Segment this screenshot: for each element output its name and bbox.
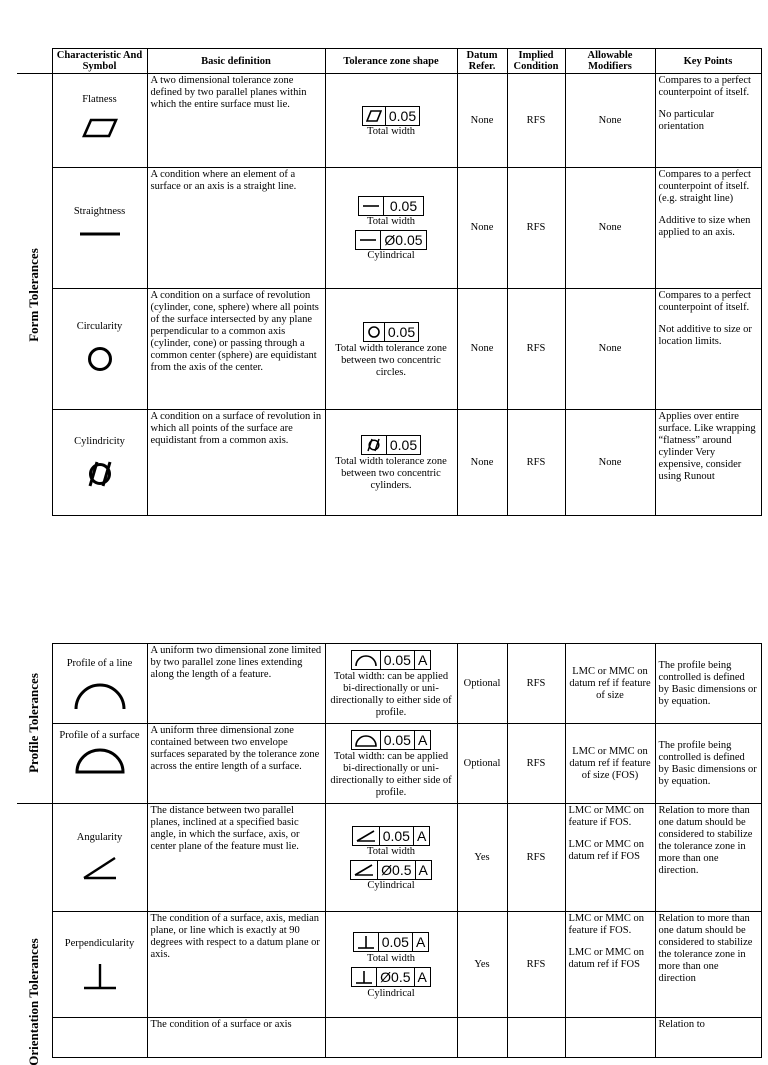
cylindricity-icon <box>80 460 120 488</box>
datum-cylindricity: None <box>457 410 507 516</box>
form-tolerances-table <box>17 48 762 516</box>
feature-control-frame-cylindrical <box>350 860 432 880</box>
condition-perpendicularity: RFS <box>507 912 565 1018</box>
modifiers-cylindricity: None <box>565 410 655 516</box>
group-orientation <box>17 804 52 1065</box>
characteristic-cylindricity <box>52 410 147 516</box>
zone-caption: Total width: can be applied bi-directionally or uni-directionally to either side of profile. <box>330 671 452 718</box>
condition-circularity: RFS <box>507 289 565 410</box>
group-label-profile: Profile Tolerances <box>26 673 42 774</box>
zone-caption: Total width <box>367 216 415 227</box>
definition-cylindricity: A condition on a surface of revolution in which all points of the surface are equidistant from a common axis. <box>147 410 325 516</box>
key-points-profile-line: The profile being controlled is defined by Basic dimensions or by equation. <box>655 644 761 724</box>
fcf-datum: A <box>417 652 428 668</box>
datum-profile-line: Optional <box>457 644 507 724</box>
group-profile <box>17 644 52 804</box>
datum-flatness: None <box>457 74 507 168</box>
profile-line-icon <box>352 651 381 669</box>
modifiers-angularity <box>565 804 655 912</box>
feature-control-frame <box>351 650 432 670</box>
feature-control-frame <box>358 196 424 216</box>
key-point: Additive to size when applied to an axis. <box>658 215 751 238</box>
key-point: No particular orientation <box>658 109 715 132</box>
datum-circularity: None <box>457 289 507 410</box>
key-points-profile-surface: The profile being controlled is defined by Basic dimensions or by equation. <box>655 724 761 804</box>
flatness-icon <box>363 107 386 125</box>
feature-control-frame <box>351 730 432 750</box>
modifiers-flatness: None <box>565 74 655 168</box>
fcf-tolerance-value: 0.05 <box>389 198 418 214</box>
table-row-profile-line <box>17 644 761 724</box>
circularity-icon <box>364 323 385 341</box>
group-form <box>17 74 52 516</box>
feature-control-frame <box>352 826 431 846</box>
fcf-tolerance-value: 0.05 <box>379 933 413 951</box>
characteristic-name: Flatness <box>82 94 117 105</box>
feature-control-frame <box>362 106 420 126</box>
condition-profile-surface: RFS <box>507 724 565 804</box>
characteristic-name: Profile of a surface <box>59 730 140 741</box>
characteristic-name: Profile of a line <box>66 658 133 669</box>
fcf-tolerance-value: Ø0.5 <box>377 968 414 986</box>
zone-caption: Total width <box>367 845 415 857</box>
zone-caption: Total width tolerance zone between two concentric cylinders. <box>335 456 447 491</box>
fcf-tolerance-value: Ø0.5 <box>378 861 415 879</box>
key-point: (e.g. straight line) <box>658 193 734 204</box>
straightness-icon <box>356 231 381 249</box>
zone-caption: Cylindrical <box>367 250 415 261</box>
modifiers-profile-surface: LMC or MMC on datum ref if feature of size (FOS) <box>565 724 655 804</box>
definition-perpendicularity: The condition of a surface, axis, median plane, or line which is exactly at 90 degrees with respect to a datum plane or axis. <box>147 912 325 1018</box>
zone-circularity <box>325 289 457 410</box>
zone-caption: Total width <box>367 125 415 137</box>
characteristic-straightness <box>52 168 147 289</box>
characteristic-angularity <box>52 804 147 912</box>
key-points-perpendicularity: Relation to more than one datum should be considered to stabilize the tolerance zone in more than one direction <box>655 912 761 1018</box>
key-points-flatness <box>655 74 761 168</box>
header-characteristic: Characteristic And Symbol <box>52 49 147 74</box>
zone-caption: Total width tolerance zone between two concentric circles. <box>335 342 447 378</box>
condition-cylindricity: RFS <box>507 410 565 516</box>
straightness-icon <box>359 197 384 215</box>
profile-orientation-table <box>17 643 762 1065</box>
profile-line-icon <box>73 682 127 710</box>
header-modifiers: Allowable Modifiers <box>565 49 655 74</box>
key-points-straightness <box>655 168 761 289</box>
table-row-flatness <box>17 74 761 168</box>
header-key-points: Key Points <box>655 49 761 74</box>
key-points-circularity <box>655 289 761 410</box>
header-definition: Basic definition <box>147 49 325 74</box>
header-datum: Datum Refer. <box>457 49 507 74</box>
characteristic-name: Perpendicularity <box>64 938 135 949</box>
zone-cylindricity <box>325 410 457 516</box>
angularity-icon <box>82 856 118 880</box>
modifier-text: LMC or MMC on feature if FOS. <box>568 913 645 936</box>
definition-profile-line: A uniform two dimensional zone limited by two parallel zone lines extending along the length of a feature. <box>147 644 325 724</box>
table-row-perpendicularity <box>17 912 761 1018</box>
key-points-parallelism: Relation to <box>655 1018 761 1058</box>
zone-caption: Cylindrical <box>367 879 415 891</box>
fcf-tolerance-value: Ø0.05 <box>384 232 423 248</box>
zone-perpendicularity <box>325 912 457 1018</box>
zone-profile-surface <box>325 724 457 804</box>
fcf-datum: A <box>417 732 428 748</box>
definition-profile-surface: A uniform three dimensional zone contained between two envelope surfaces separated by the tolerance zone across the entire length of a surface. <box>147 724 325 804</box>
fcf-tolerance-value: 0.05 <box>388 107 417 124</box>
table-row-circularity <box>17 289 761 410</box>
perpendicularity-icon <box>82 962 118 990</box>
key-points-cylindricity: Applies over entire surface. Like wrapping “flatness” around cylinder Very expensive, consider using Runout <box>655 410 761 516</box>
modifier-text: LMC or MMC on datum ref if FOS <box>568 947 645 970</box>
header-zone-shape: Tolerance zone shape <box>325 49 457 74</box>
feature-control-frame-cylindrical <box>355 230 426 250</box>
table-row-straightness <box>17 168 761 289</box>
fcf-datum: A <box>417 968 427 985</box>
zone-flatness <box>325 74 457 168</box>
definition-straightness: A condition where an element of a surface or an axis is a straight line. <box>147 168 325 289</box>
fcf-tolerance-value: 0.05 <box>389 437 418 453</box>
characteristic-name: Cylindricity <box>74 436 125 447</box>
zone-caption: Total width: can be applied bi-directionally or uni-directionally to either side of profile. <box>330 751 452 798</box>
header-row <box>17 49 761 74</box>
zone-straightness <box>325 168 457 289</box>
characteristic-name: Angularity <box>76 832 123 843</box>
feature-control-frame <box>353 932 430 952</box>
circularity-icon <box>86 345 114 373</box>
header-condition: Implied Condition <box>507 49 565 74</box>
characteristic-profile-surface <box>52 724 147 804</box>
zone-caption: Cylindrical <box>367 987 415 999</box>
angularity-icon <box>351 861 378 879</box>
condition-flatness: RFS <box>507 74 565 168</box>
feature-control-frame <box>361 435 421 455</box>
key-point: Compares to a perfect counterpoint of itself. <box>658 169 751 192</box>
profile-surface-icon <box>73 748 127 774</box>
perpendicularity-icon <box>354 933 379 951</box>
fcf-tolerance-value: 0.05 <box>380 827 414 845</box>
header-blank <box>17 49 52 74</box>
modifiers-straightness: None <box>565 168 655 289</box>
angularity-icon <box>353 827 380 845</box>
fcf-datum: A <box>415 933 426 950</box>
cylindricity-icon <box>362 436 387 454</box>
feature-control-frame-cylindrical <box>351 967 431 987</box>
zone-angularity <box>325 804 457 912</box>
characteristic-name: Straightness <box>73 206 126 217</box>
definition-circularity: A condition on a surface of revolution (cylinder, cone, sphere) where all points of the surface intersected by any plane perpendicular to a common axis (cylinder, cone) or passing through a common center (sphere) are equidistant from the axis of the center. <box>147 289 325 410</box>
key-point: Not additive to size or location limits. <box>658 324 752 347</box>
datum-angularity: Yes <box>457 804 507 912</box>
characteristic-name: Circularity <box>76 321 123 332</box>
fcf-datum: A <box>416 827 427 844</box>
characteristic-flatness <box>52 74 147 168</box>
definition-parallelism: The condition of a surface or axis <box>147 1018 325 1058</box>
flatness-icon <box>82 118 118 138</box>
zone-profile-line <box>325 644 457 724</box>
datum-perpendicularity: Yes <box>457 912 507 1018</box>
modifier-text: LMC or MMC on datum ref if FOS <box>568 839 645 862</box>
straightness-icon <box>79 230 121 238</box>
key-point: Compares to a perfect counterpoint of itself. <box>658 290 751 313</box>
condition-straightness: RFS <box>507 168 565 289</box>
definition-angularity: The distance between two parallel planes, inclined at a specified basic angle, in which the surface, axis, or center plane of the feature must lie. <box>147 804 325 912</box>
group-label-orientation: Orientation Tolerances <box>26 937 42 1065</box>
modifier-text: LMC or MMC on feature if FOS. <box>568 805 645 828</box>
table-row-angularity <box>17 804 761 912</box>
zone-caption: Total width <box>367 952 415 964</box>
fcf-tolerance-value: 0.05 <box>387 323 416 340</box>
condition-profile-line: RFS <box>507 644 565 724</box>
perpendicularity-icon <box>352 968 377 986</box>
definition-flatness: A two dimensional tolerance zone defined by two parallel planes within which the entire surface must lie. <box>147 74 325 168</box>
characteristic-profile-line <box>52 644 147 724</box>
characteristic-perpendicularity <box>52 912 147 1018</box>
table-row-profile-surface <box>17 724 761 804</box>
key-points-angularity: Relation to more than one datum should be considered to stabilize the tolerance zone in more than one direction. <box>655 804 761 912</box>
table-row-cylindricity <box>17 410 761 516</box>
fcf-datum: A <box>418 861 428 878</box>
modifiers-perpendicularity <box>565 912 655 1018</box>
group-label-form: Form Tolerances <box>26 247 42 342</box>
characteristic-circularity <box>52 289 147 410</box>
datum-profile-surface: Optional <box>457 724 507 804</box>
datum-straightness: None <box>457 168 507 289</box>
profile-surface-icon <box>352 731 381 749</box>
fcf-tolerance-value: 0.05 <box>381 731 415 749</box>
key-point: Compares to a perfect counterpoint of itself. <box>658 75 751 98</box>
feature-control-frame <box>363 322 419 342</box>
modifiers-profile-line: LMC or MMC on datum ref if feature of size <box>565 644 655 724</box>
modifiers-circularity: None <box>565 289 655 410</box>
fcf-tolerance-value: 0.05 <box>381 651 415 669</box>
condition-angularity: RFS <box>507 804 565 912</box>
